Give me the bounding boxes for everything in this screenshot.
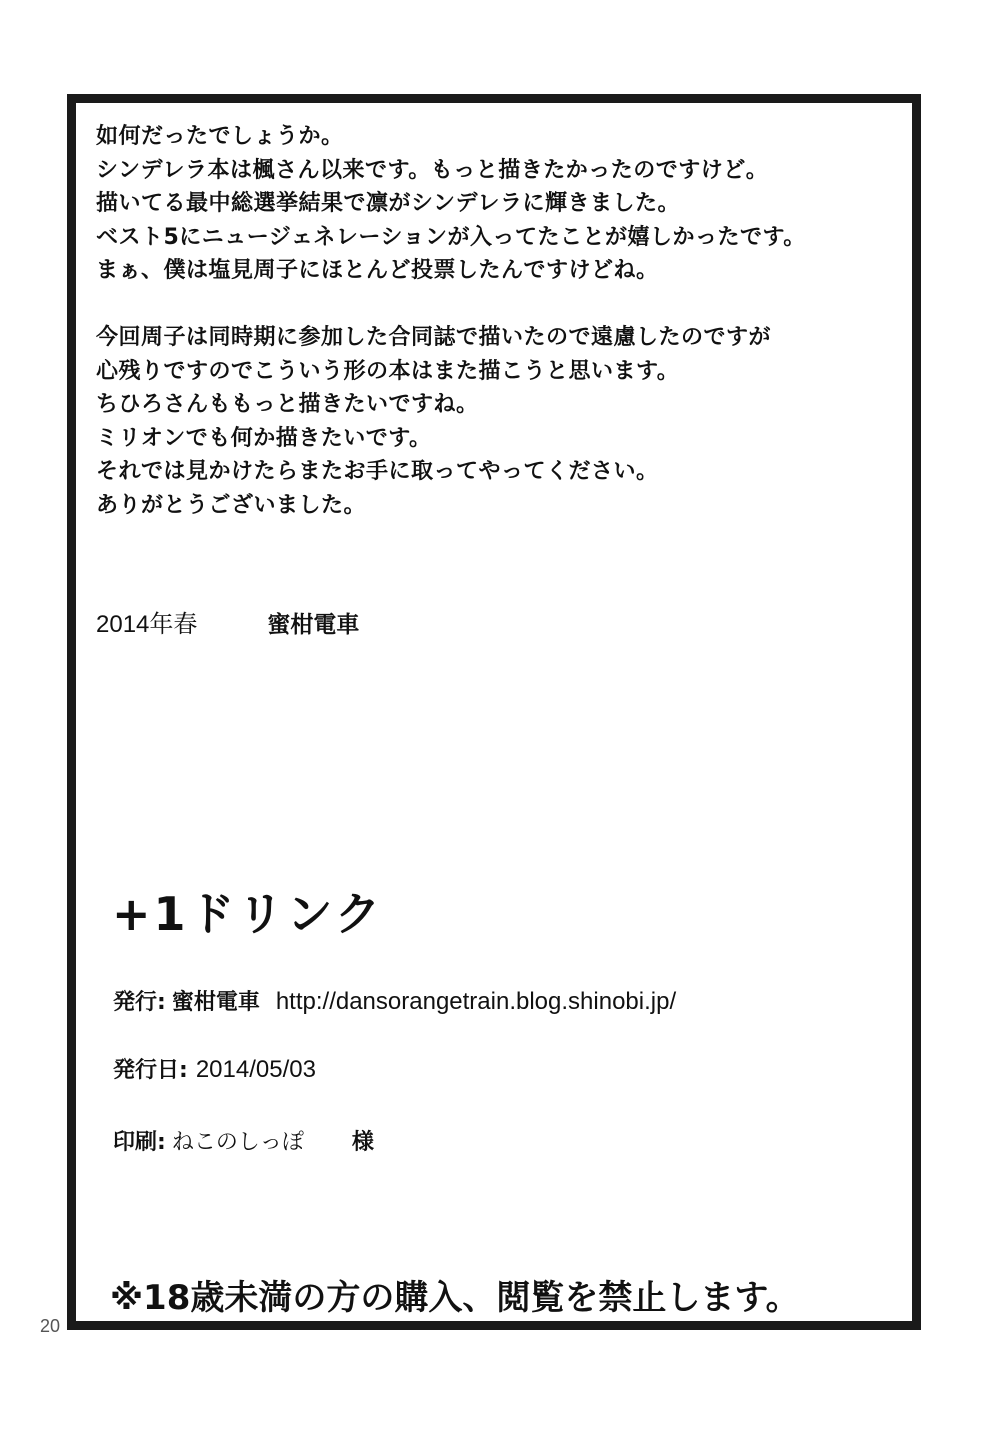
printer-name: ねこのしっぽ bbox=[171, 1130, 304, 1155]
publish-date-label: 発行日: bbox=[113, 1058, 188, 1083]
afterword-line: 如何だったでしょうか。 bbox=[96, 124, 344, 149]
afterword-line: ベスト5にニュージェネレーションが入ってたことが嬉しかったです。 bbox=[96, 224, 806, 250]
colophon-publisher-row bbox=[113, 985, 676, 1016]
afterword-line: それでは見かけたらまたお手に取ってやってください。 bbox=[96, 459, 659, 484]
afterword-line: 今回周子は同時期に参加した合同誌で描いたので遠慮したのですが bbox=[96, 325, 772, 350]
page-number: 20 bbox=[40, 1316, 61, 1336]
afterword-paragraph-gap bbox=[96, 288, 906, 322]
colophon-date-row bbox=[113, 1053, 316, 1084]
publisher-label: 発行: bbox=[113, 990, 166, 1015]
afterword-line: まぁ、僕は塩見周子にほとんど投票したんですけどね。 bbox=[96, 258, 659, 283]
age-restriction-warning: ※18歳未満の方の購入、閲覧を禁止します。 bbox=[110, 1278, 800, 1318]
signature-date: 2014年春 bbox=[96, 611, 198, 638]
afterword-line: 心残りですのでこういう形の本はまた描こうと思います。 bbox=[96, 358, 680, 384]
afterword-text bbox=[96, 120, 906, 522]
printer-honorific: 様 bbox=[351, 1130, 374, 1155]
printer-label: 印刷: bbox=[113, 1130, 166, 1155]
afterword-signature bbox=[96, 604, 359, 639]
publisher-name: 蜜柑電車 bbox=[171, 990, 260, 1015]
signature-circle-name: 蜜柑電車 bbox=[267, 612, 360, 638]
publish-date-value: 2014/05/03 bbox=[195, 1056, 316, 1083]
afterword-line: シンデレラ本は楓さん以来です。もっと描きたかったのですけど。 bbox=[96, 157, 769, 183]
book-title: +1ドリンク bbox=[112, 887, 384, 941]
afterword-line: ちひろさんももっと描きたいですね。 bbox=[96, 392, 479, 417]
afterword-line: ミリオンでも何か描きたいです。 bbox=[96, 425, 432, 451]
afterword-line: 描いてる最中総選挙結果で凛がシンデレラに輝きました。 bbox=[96, 191, 681, 216]
publisher-url: http://dansorangetrain.blog.shinobi.jp/ bbox=[275, 988, 677, 1015]
afterword-line: ありがとうございました。 bbox=[96, 492, 367, 518]
colophon-printer-row bbox=[113, 1125, 374, 1156]
